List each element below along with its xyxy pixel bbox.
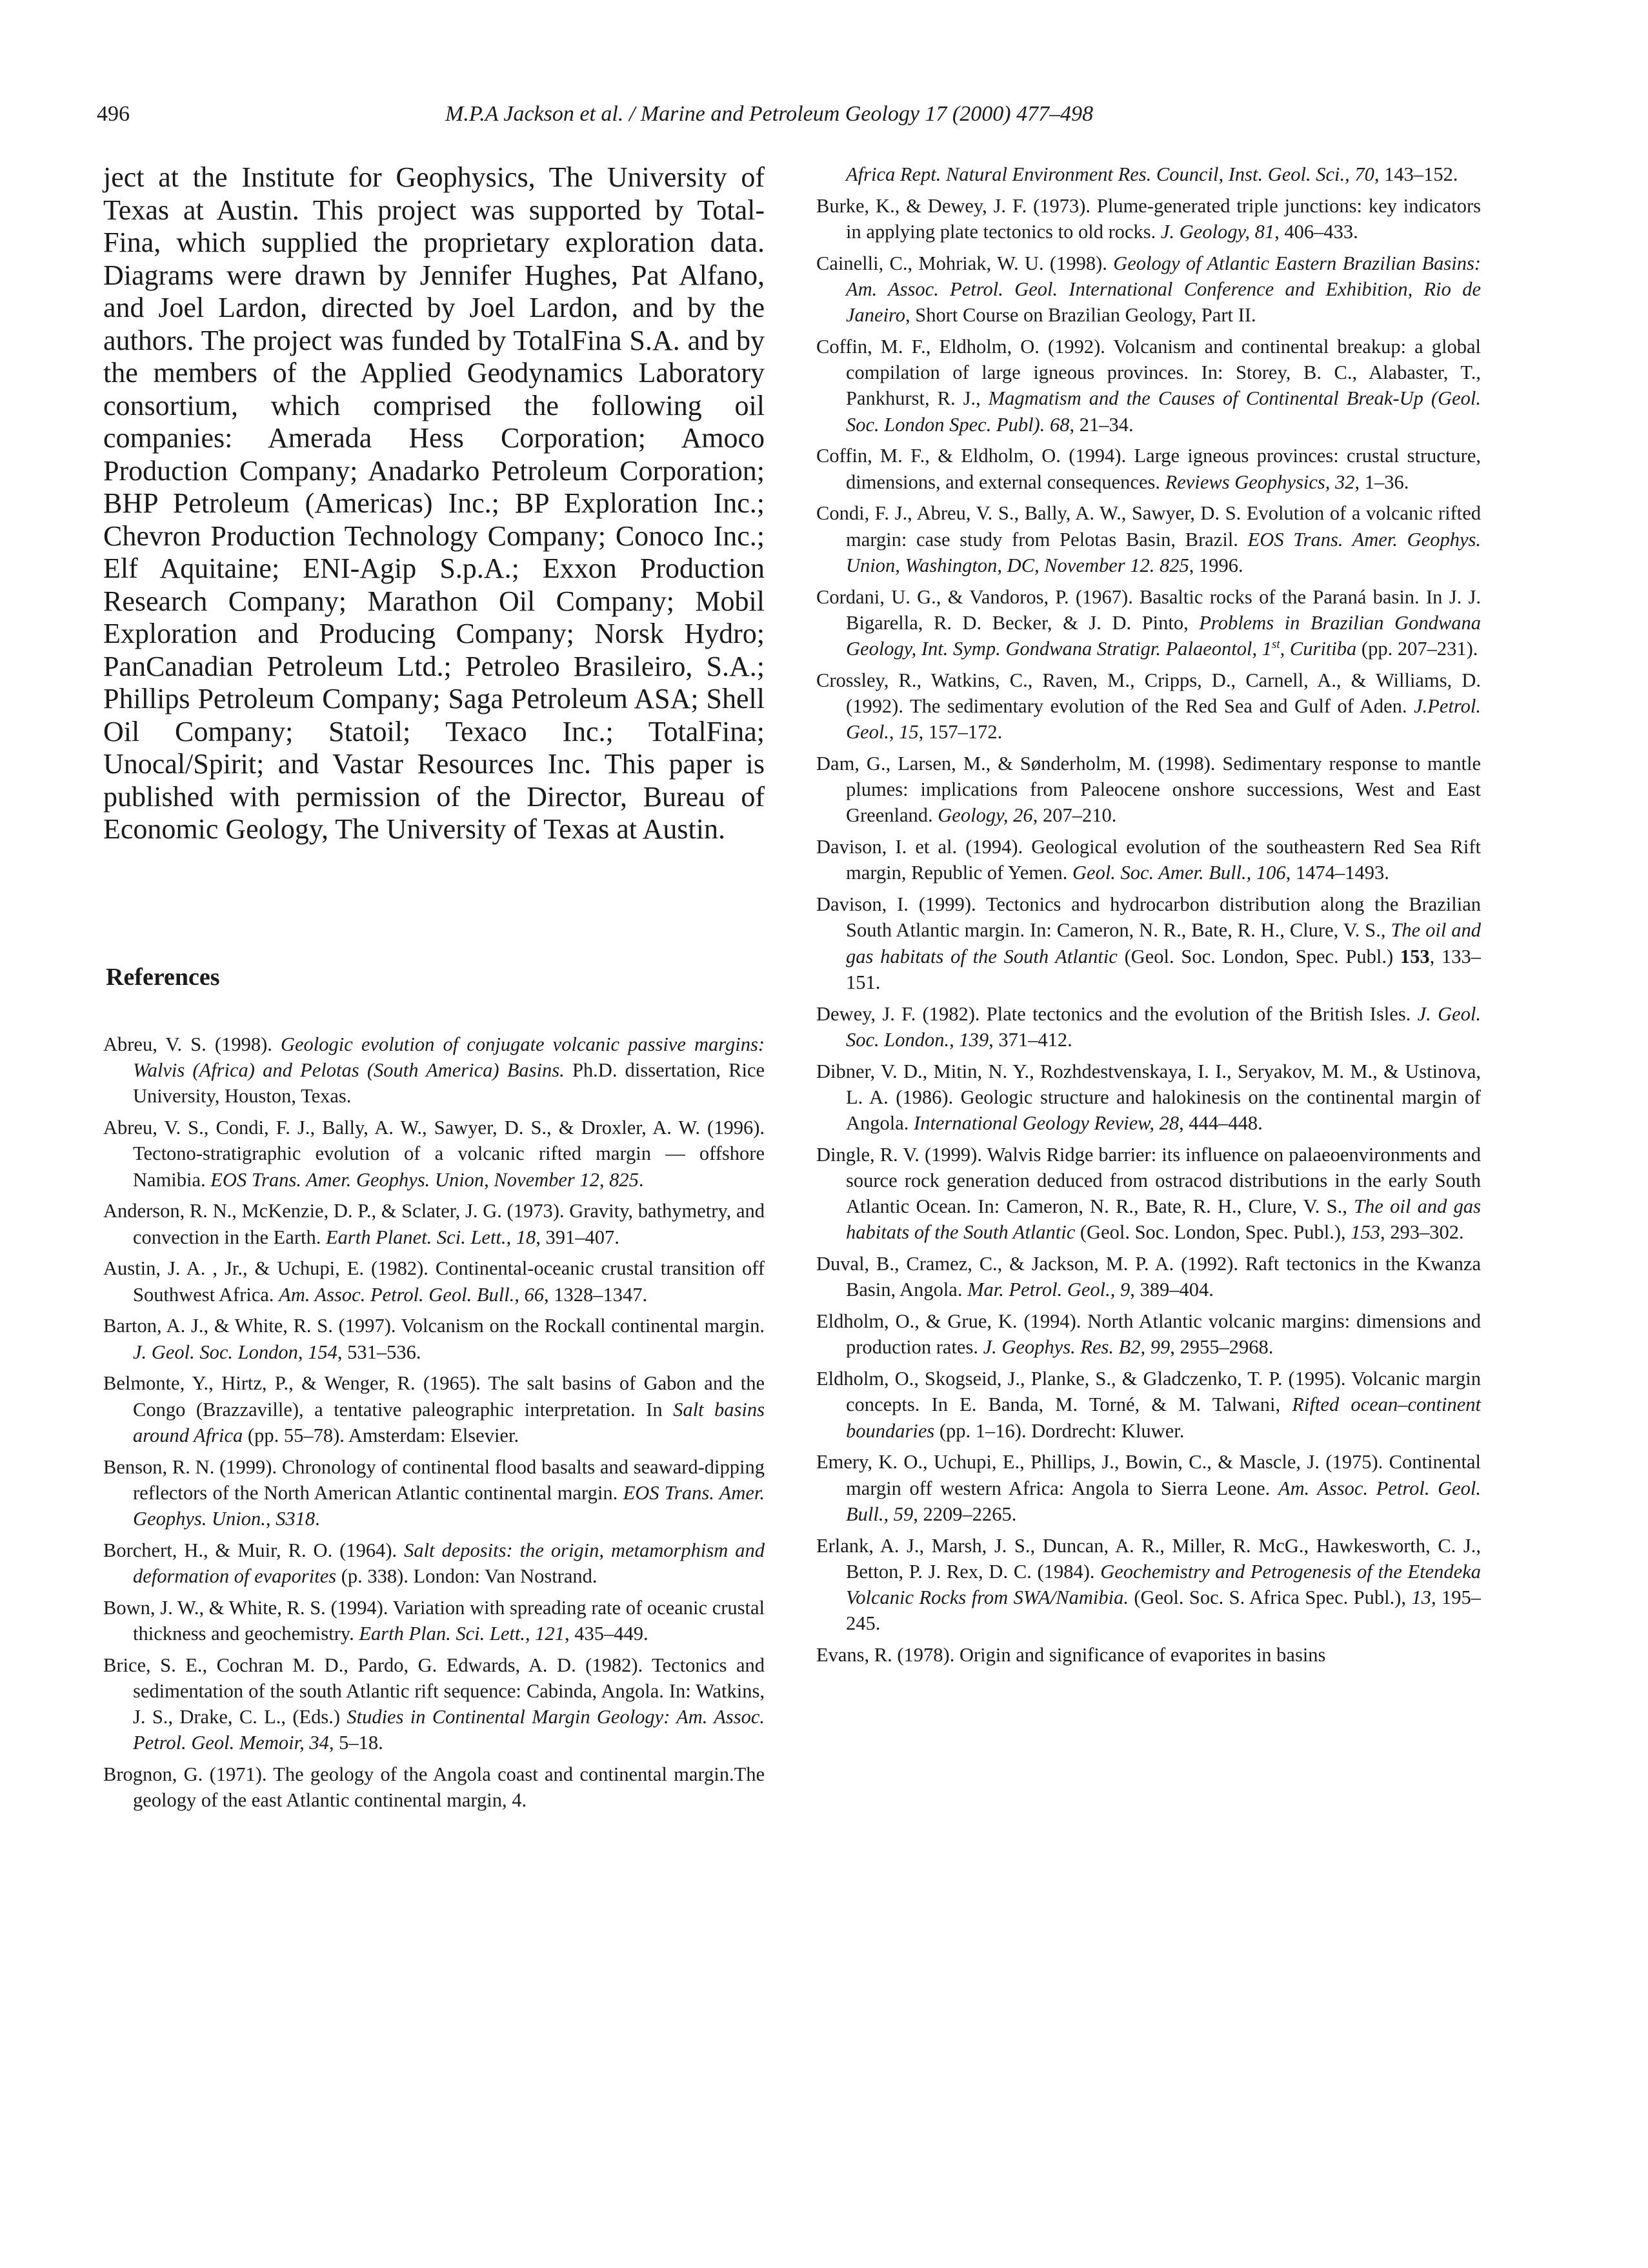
- reference-text: Barton, A. J., & White, R. S. (1997). Volcanism on the Rockall continental margin.: [103, 1315, 765, 1337]
- reference-text: , 1474–1493.: [1285, 862, 1389, 884]
- reference-text: Cordani, U. G., & Vandoros, P. (1967). Basaltic rocks of the Paraná basin. In J. J. Bigarella, R. D. Becker, & J. D. Pinto,: [816, 585, 1481, 634]
- reference-text: Brice, S. E., Cochran M. D., Pardo, G. Edwards, A. D. (1982). Tectonics and sedimentation of the south Atlantic rift sequence: Cabinda, Angola. In: Watkins, J. S., Drake, C. L., (Eds.): [103, 1654, 765, 1728]
- reference-entry: [103, 1255, 765, 1307]
- reference-text: Benson, R. N. (1999). Chronology of continental flood basalts and seaward-dipping reflectors of the North American Atlantic continental margin.: [103, 1455, 765, 1504]
- reference-list-left: [103, 1031, 765, 1819]
- reference-italic-text: Magmatism and the Causes of Continental Break-Up (Geol. Soc. London Spec. Publ). 68: [846, 387, 1481, 436]
- reference-text: .: [638, 1168, 644, 1191]
- reference-entry: [816, 1642, 1481, 1668]
- page-number: 496: [97, 102, 130, 126]
- reference-italic-text: J. Geol. Soc. London., 139: [846, 1002, 1481, 1051]
- reference-text: , 143–152.: [1374, 163, 1458, 185]
- reference-text: Brognon, G. (1971). The geology of the Angola coast and continental margin.The geology of the east Atlantic continental margin, 4.: [103, 1763, 765, 1812]
- reference-text: Burke, K., & Dewey, J. F. (1973). Plume-generated triple junctions: key indicators in applying plate tectonics to old rocks.: [816, 194, 1481, 243]
- reference-italic-text: Geologic evolution of conjugate volcanic passive margins: Walvis (Africa) and Pelotas (South America) Basins.: [133, 1033, 765, 1082]
- reference-entry: [816, 193, 1481, 245]
- reference-italic-text: J. Geology, 81: [1160, 221, 1275, 243]
- reference-text: .: [315, 1508, 320, 1530]
- reference-text: (p. 338). London: Van Nostrand.: [336, 1565, 598, 1588]
- reference-italic-text: J. Geol. Soc. London, 154: [133, 1341, 337, 1363]
- reference-italic-text: Geol. Soc. Amer. Bull., 106: [1072, 862, 1286, 884]
- reference-italic-text: , Curitiba: [1280, 638, 1357, 660]
- reference-text: , 444–448.: [1179, 1112, 1263, 1135]
- reference-text: , 2955–2968.: [1170, 1336, 1274, 1359]
- reference-text: , 389–404.: [1130, 1279, 1214, 1301]
- reference-italic-text: EOS Trans. Amer. Geophys. Union, Washington, DC, November 12. 825: [846, 528, 1482, 576]
- reference-italic-text: Salt basins around Africa: [133, 1398, 765, 1446]
- reference-italic-text: Reviews Geophysics, 32: [1165, 471, 1355, 493]
- reference-italic-text: Am. Assoc. Petrol. Geol. Bull., 66: [279, 1283, 545, 1306]
- reference-text: Coffin, M. F., Eldholm, O. (1992). Volcanism and continental breakup: a global compilation of large igneous provinces. In: Storey, B. C., Alabaster, T., Pankhurst, R. J.,: [816, 336, 1481, 410]
- reference-entry: [816, 891, 1481, 995]
- reference-text: , 21–34.: [1069, 413, 1134, 436]
- reference-text: , 1328–1347.: [544, 1283, 648, 1306]
- reference-entry: [103, 1652, 765, 1756]
- reference-text: Evans, R. (1978). Origin and significance of evaporites in basins: [816, 1644, 1326, 1666]
- left-column: [103, 161, 765, 1812]
- reference-text: , Short Course on Brazilian Geology, Part II.: [905, 304, 1256, 327]
- reference-entry: [816, 1449, 1481, 1527]
- reference-italic-text: J.Petrol. Geol., 15: [846, 695, 1481, 744]
- reference-text: Erlank, A. J., Marsh, J. S., Duncan, A. R., Miller, R. McG., Hawkesworth, C. J., Betton, P. J. Rex, D. C. (1984).: [816, 1534, 1481, 1583]
- reference-italic-text: Geology, 26: [938, 804, 1033, 827]
- reference-text: Abreu, V. S., Condi, F. J., Bally, A. W., Sawyer, D. S., & Droxler, A. W. (1996). Tectono-stratigraphic evolution of a volcanic rifted margin — offshore Namibia.: [103, 1117, 765, 1191]
- acknowledgments-paragraph: ject at the Institute for Geophysics, The University of Texas at Austin. This project was supported by Total-Fina, which supplied the proprietary exploration data. Diagrams were drawn by Jennifer Hughes, Pat Alfano, and Joel Lardon, directed by Joel Lardon, and by the authors. The project was funded by TotalFina S.A. and by the members of the Applied Geodynamics Laboratory consortium, which comprised the following oil companies: Amerada Hess Corporation; Amoco Production Company; Anadarko Petroleum Corporation; BHP Petroleum (Americas) Inc.; BP Exploration Inc.; Chevron Production Technology Company; Conoco Inc.; Elf Aquitaine; ENI-Agip S.p.A.; Exxon Production Research Company; Marathon Oil Company; Mobil Exploration and Producing Company; Norsk Hydro; PanCanadian Petroleum Ltd.; Petroleo Brasileiro, S.A.; Phillips Petroleum Company; Saga Petroleum ASA; Shell Oil Company; Statoil; Texaco Inc.; TotalFina; Unocal/Spirit; and Vastar Resources Inc. This paper is published with permission of the Director, Bureau of Economic Geology, The University of Texas at Austin.: [103, 161, 765, 845]
- reference-text: , 406–433.: [1274, 221, 1358, 243]
- reference-text: Abreu, V. S. (1998).: [103, 1033, 281, 1055]
- reference-entry: [103, 1031, 765, 1109]
- reference-text: Borchert, H., & Muir, R. O. (1964).: [103, 1539, 405, 1561]
- reference-text: , 207–210.: [1032, 804, 1117, 827]
- reference-text: Crossley, R., Watkins, C., Raven, M., Cripps, D., Carnell, A., & Williams, D. (1992). The sedimentary evolution of the Red Sea and Gulf of Aden.: [816, 669, 1481, 718]
- reference-entry: [816, 334, 1481, 438]
- reference-text: , 195–245.: [846, 1586, 1482, 1635]
- reference-text: Condi, F. J., Abreu, V. S., Bally, A. W., Sawyer, D. S. Evolution of a volcanic rifted margin: case study from Pelotas Basin, Brazil.: [816, 502, 1481, 551]
- reference-entry: [816, 834, 1481, 886]
- reference-entries-right: [816, 193, 1481, 1668]
- reference-entry: [816, 250, 1481, 329]
- reference-entry: [103, 1761, 765, 1813]
- reference-entry: [816, 500, 1481, 578]
- reference-italic-text: Earth Plan. Sci. Lett., 121: [359, 1623, 565, 1645]
- reference-text: , 371–412.: [989, 1028, 1072, 1051]
- reference-italic-text: Earth Planet. Sci. Lett., 18: [325, 1226, 536, 1248]
- reference-text: Belmonte, Y., Hirtz, P., & Wenger, R. (1965). The salt basins of Gabon and the Congo (Brazzaville), a tentative paleographic interpretation. In: [103, 1372, 765, 1421]
- reference-italic-text: The oil and gas habitats of the South Atlantic: [846, 919, 1482, 967]
- reference-entry: [816, 1366, 1481, 1444]
- reference-italic-text: Rifted ocean–continent boundaries: [846, 1393, 1481, 1442]
- reference-text: , 1–36.: [1354, 471, 1409, 493]
- reference-text: , 133–151.: [846, 945, 1481, 993]
- running-header: [97, 102, 1562, 134]
- reference-entry: [816, 443, 1481, 494]
- reference-continuation: [816, 161, 1481, 187]
- reference-italic-text: Salt deposits: the origin, metamorphism and deformation of evaporites: [133, 1539, 765, 1588]
- reference-entry: [816, 751, 1481, 829]
- reference-entry: [103, 1198, 765, 1250]
- reference-text: (pp. 207–231).: [1356, 638, 1478, 660]
- reference-entry: [816, 584, 1481, 662]
- reference-italic-text: Mar. Petrol. Geol., 9: [967, 1279, 1130, 1301]
- reference-italic-text: Studies in Continental Margin Geology: Am. Assoc. Petrol. Geol. Memoir, 34: [133, 1706, 765, 1754]
- reference-text: , 293–302.: [1380, 1221, 1464, 1244]
- reference-italic-text: Problems in Brazilian Gondwana Geology, Int. Symp. Gondwana Stratigr. Palaeontol, 1: [846, 611, 1481, 660]
- reference-text: Eldholm, O., Skogseid, J., Planke, S., & Gladczenko, T. P. (1995). Volcanic margin concepts. In E. Banda, M. Torné, & M. Talwani,: [816, 1368, 1481, 1416]
- reference-text: (Geol. Soc. S. Africa Spec. Publ.),: [1128, 1586, 1412, 1609]
- reference-italic-text: Africa Rept. Natural Environment Res. Council, Inst. Geol. Sci., 70: [846, 163, 1374, 185]
- reference-text: Duval, B., Cramez, C., & Jackson, M. P. A. (1992). Raft tectonics in the Kwanza Basin, Angola.: [816, 1253, 1481, 1301]
- reference-text: , 1996.: [1189, 554, 1243, 576]
- reference-text: Bown, J. W., & White, R. S. (1994). Variation with spreading rate of oceanic crustal thickness and geochemistry.: [103, 1596, 765, 1645]
- reference-text: (Geol. Soc. London, Spec. Publ.),: [1075, 1221, 1351, 1244]
- reference-entry: [816, 667, 1481, 745]
- reference-entry: [816, 1001, 1481, 1053]
- reference-entry: [816, 1058, 1481, 1137]
- reference-text: Dam, G., Larsen, M., & Sønderholm, M. (1998). Sedimentary response to mantle plumes: implications from Paleocene onshore successions, West and East Greenland.: [816, 753, 1481, 827]
- reference-italic-text: EOS Trans. Amer. Geophys. Union, November 12, 825: [210, 1168, 639, 1191]
- references-heading: References: [106, 964, 220, 991]
- reference-text: (pp. 55–78). Amsterdam: Elsevier.: [243, 1424, 519, 1446]
- reference-entry: [816, 1251, 1481, 1302]
- reference-text: Dewey, J. F. (1982). Plate tectonics and the evolution of the British Isles.: [816, 1002, 1418, 1025]
- reference-text: Anderson, R. N., McKenzie, D. P., & Sclater, J. G. (1973). Gravity, bathymetry, and convection in the Earth.: [103, 1200, 765, 1248]
- reference-italic-text: J. Geophys. Res. B2, 99: [983, 1336, 1171, 1359]
- reference-text: , 391–407.: [536, 1226, 619, 1248]
- reference-list-right: [816, 161, 1481, 1674]
- reference-text: Emery, K. O., Uchupi, E., Phillips, J., Bowin, C., & Mascle, J. (1975). Continental margin off western Africa: Angola to Sierra Leone.: [816, 1451, 1481, 1499]
- reference-italic-text: Am. Assoc. Petrol. Geol. Bull., 59: [846, 1477, 1481, 1525]
- reference-entry: [103, 1595, 765, 1646]
- reference-text: Cainelli, C., Mohriak, W. U. (1998).: [816, 252, 1114, 274]
- reference-text: , 2209–2265.: [913, 1503, 1017, 1525]
- reference-text: Dibner, V. D., Mitin, N. Y., Rozhdestvenskaya, I. I., Seryakov, M. M., & Ustinova, L. A. (1986). Geologic structure and halokinesis on the continental margin of Angola.: [816, 1060, 1481, 1135]
- reference-text: , 531–536.: [337, 1341, 421, 1363]
- reference-text: , 435–449.: [564, 1623, 648, 1645]
- reference-entry: [816, 1308, 1481, 1360]
- reference-entry: [103, 1454, 765, 1532]
- reference-italic-text: The oil and gas habitats of the South Atlantic: [846, 1195, 1481, 1244]
- reference-entry: [103, 1313, 765, 1364]
- reference-entry: [103, 1370, 765, 1448]
- reference-text: Dingle, R. V. (1999). Walvis Ridge barrier: its influence on palaeoenvironments and source rock generation deduced from ostracod distributions in the early South Atlantic Ocean. In: Cameron, N. R., Bate, R. H., Clure, V. S.,: [816, 1143, 1481, 1218]
- reference-italic-text: International Geology Review, 28: [914, 1112, 1180, 1135]
- reference-text: Austin, J. A. , Jr., & Uchupi, E. (1982). Continental-oceanic crustal transition off Southwest Africa.: [103, 1257, 765, 1306]
- reference-italic-text: 153: [1351, 1221, 1380, 1244]
- reference-text: Ph.D. dissertation, Rice University, Houston, Texas.: [133, 1059, 765, 1108]
- reference-text: , 5–18.: [328, 1732, 383, 1754]
- reference-superscript: st: [1271, 637, 1280, 651]
- reference-volume-bold: 153: [1400, 945, 1430, 967]
- reference-entry: [103, 1537, 765, 1589]
- reference-text: (pp. 1–16). Dordrecht: Kluwer.: [934, 1419, 1185, 1442]
- reference-entry: [816, 1142, 1481, 1246]
- reference-entry: [816, 1533, 1481, 1637]
- reference-text: , 157–172.: [918, 721, 1003, 744]
- reference-italic-text: Geology of Atlantic Eastern Brazilian Basins: Am. Assoc. Petrol. Geol. International Conference and Exhibition, Rio de Janeiro: [846, 252, 1481, 327]
- reference-text: Coffin, M. F., & Eldholm, O. (1994). Large igneous provinces: crustal structure, dimensions, and external consequences.: [816, 445, 1481, 493]
- reference-text: Eldholm, O., & Grue, K. (1994). North Atlantic volcanic margins: dimensions and production rates.: [816, 1310, 1481, 1359]
- reference-entry: [103, 1115, 765, 1193]
- reference-text: Davison, I. (1999). Tectonics and hydrocarbon distribution along the Brazilian South Atlantic margin. In: Cameron, N. R., Bate, R. H., Clure, V. S.,: [816, 893, 1481, 942]
- journal-citation: M.P.A Jackson et al. / Marine and Petroleum Geology 17 (2000) 477–498: [445, 102, 1094, 126]
- reference-italic-text: EOS Trans. Amer. Geophys. Union., S318: [133, 1481, 765, 1530]
- reference-italic-text: Geochemistry and Petrogenesis of the Etendeka Volcanic Rocks from SWA/Namibia.: [846, 1560, 1481, 1609]
- reference-italic-text: 13: [1411, 1586, 1431, 1609]
- reference-text: (Geol. Soc. London, Spec. Publ.): [1117, 945, 1400, 967]
- reference-text: Davison, I. et al. (1994). Geological evolution of the southeastern Red Sea Rift margin, Republic of Yemen.: [816, 836, 1481, 884]
